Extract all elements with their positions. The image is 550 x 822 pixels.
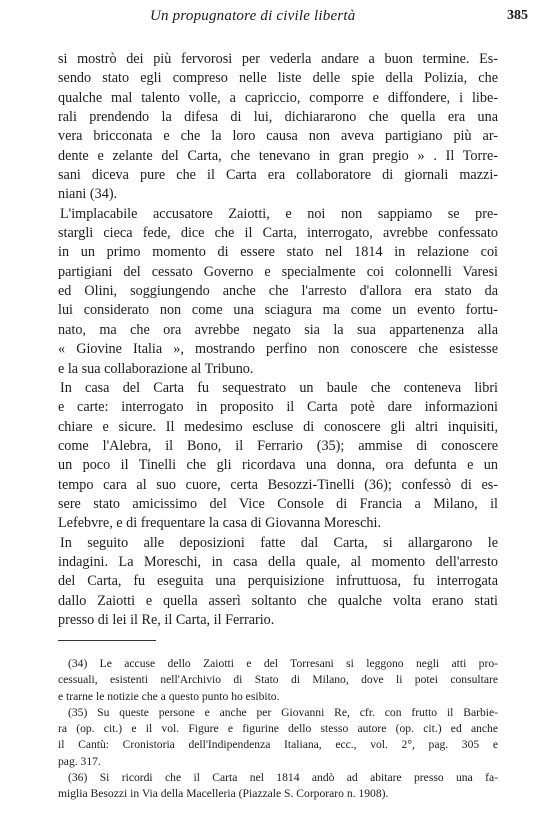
text-line: del Carta, fu eseguita una perquisizione infruttuosa, fu interrogata [58,573,498,590]
footnote-line: il Cantù: Cronistoria dell'Indipendenza Italiana, ecc., vol. 2°, pag. 305 e [58,738,498,752]
text-line: e la sua collaborazione al Tribuno. [58,360,254,377]
footnote-line: (34) Le accuse dello Zaiotti e del Torresani si leggono negli atti pro- [68,657,498,670]
text-line: ed Olini, soggiungendo anche che l'arresto d'allora era stato da [58,283,498,300]
text-line: indagini. La Moreschi, in casa della quale, al momento dell'arresto [58,553,498,570]
text-line: sere stato amicissimo del Vice Console di Francia a Milano, il [58,495,498,512]
text-line: tempo cara al suo cuore, certa Besozzi-Tinelli (36); confessò di es- [58,476,498,493]
footnote-line: ra (op. cit.) e il vol. Figure e figurine dello stesso autore (op. cit.) ed anche [58,722,498,736]
text-line: dente e zelante del Carta, che tenevano in gran pregio » . Il Torre- [58,147,498,164]
text-line: « Giovine Italia », mostrando perfino non conoscere che esistesse [58,341,498,358]
page-header [0,8,550,28]
text-line: un poco il Tinelli che gli ricordava una donna, ora defunta e un [58,457,498,474]
page-number: 385 [507,8,528,23]
text-line: In seguito alle deposizioni fatte dal Carta, si allargarono le [60,534,498,551]
text-line: L'implacabile accusatore Zaiotti, e noi non sappiamo se pre- [60,205,498,222]
text-line: niani (34). [58,186,118,203]
footnote-line: (36) Si ricordi che il Carta nel 1814 andò ad abitare presso una fa- [68,771,498,785]
footnote-line: pag. 317. [58,754,101,768]
running-head: Un propugnatore di civile libertà [150,8,356,24]
footnote-line: cessuali, esistenti nell'Archivio di Stato di Milano, dove li potei consultare [58,673,498,687]
footnote-line: (35) Su queste persone e anche per Giovanni Re, cfr. con frutto il Barbie- [68,705,498,719]
text-line: qualche mal talento volle, a capriccio, comporre e diffondere, i libe- [58,89,498,106]
text-line: Lefebvre, e di frequentare la casa di Giovanna Moreschi. [58,515,382,532]
footnote-divider [58,640,156,641]
text-line: lui considerato non come una sciagura ma come un evento fortu- [58,302,498,319]
text-line: presso di lei il Re, il Carta, il Ferrario. [58,611,275,628]
footnote-line: e trarne le notizie che a questo punto ho esibito. [58,689,280,703]
text-line: rali prendendo la difesa di lui, dichiararono che quella era una [58,109,498,126]
text-line: in un primo momento di essere stato nel 1814 in relazione coi [58,244,498,261]
text-line: vera bricconata e che la loro causa non aveva partigiano più ar- [58,128,498,145]
text-line: stargli cieca fede, dice che il Carta, interrogato, avrebbe confessato [58,225,498,242]
text-line: sendo stato egli compreso nelle liste delle spie della Polizia, che [58,70,498,87]
text-line: si mostrò dei più fervorosi per vederla andare a buon termine. Es- [58,51,498,67]
text-line: come l'Alebra, il Bono, il Ferrario (35); ammise di conoscere [58,437,498,454]
text-line: nato, ma che ora avrebbe negato sia la sua appartenenza alla [58,321,498,338]
text-line: chiare e sicure. Il medesimo escluse di conoscere gli altri inquisiti, [58,418,498,435]
footnote-line: miglia Besozzi in Via della Macelleria (Piazzale S. Corporaro n. 1908). [58,787,389,801]
footnotes [58,656,498,803]
text-line: partigiani del cessato Governo e specialmente coi colonnelli Varesi [58,263,498,280]
body-text [58,50,498,630]
text-line: sani diceva pure che il Carta era collaboratore di giornali mazzi- [58,167,498,184]
text-line: e carte: interrogato in proposito il Carta potè dare informazioni [58,399,498,416]
text-line: dallo Zaiotti e quella asserì soltanto che qualche volta erano stati [58,592,498,609]
text-line: In casa del Carta fu sequestrato un baule che conteneva libri [60,379,498,396]
